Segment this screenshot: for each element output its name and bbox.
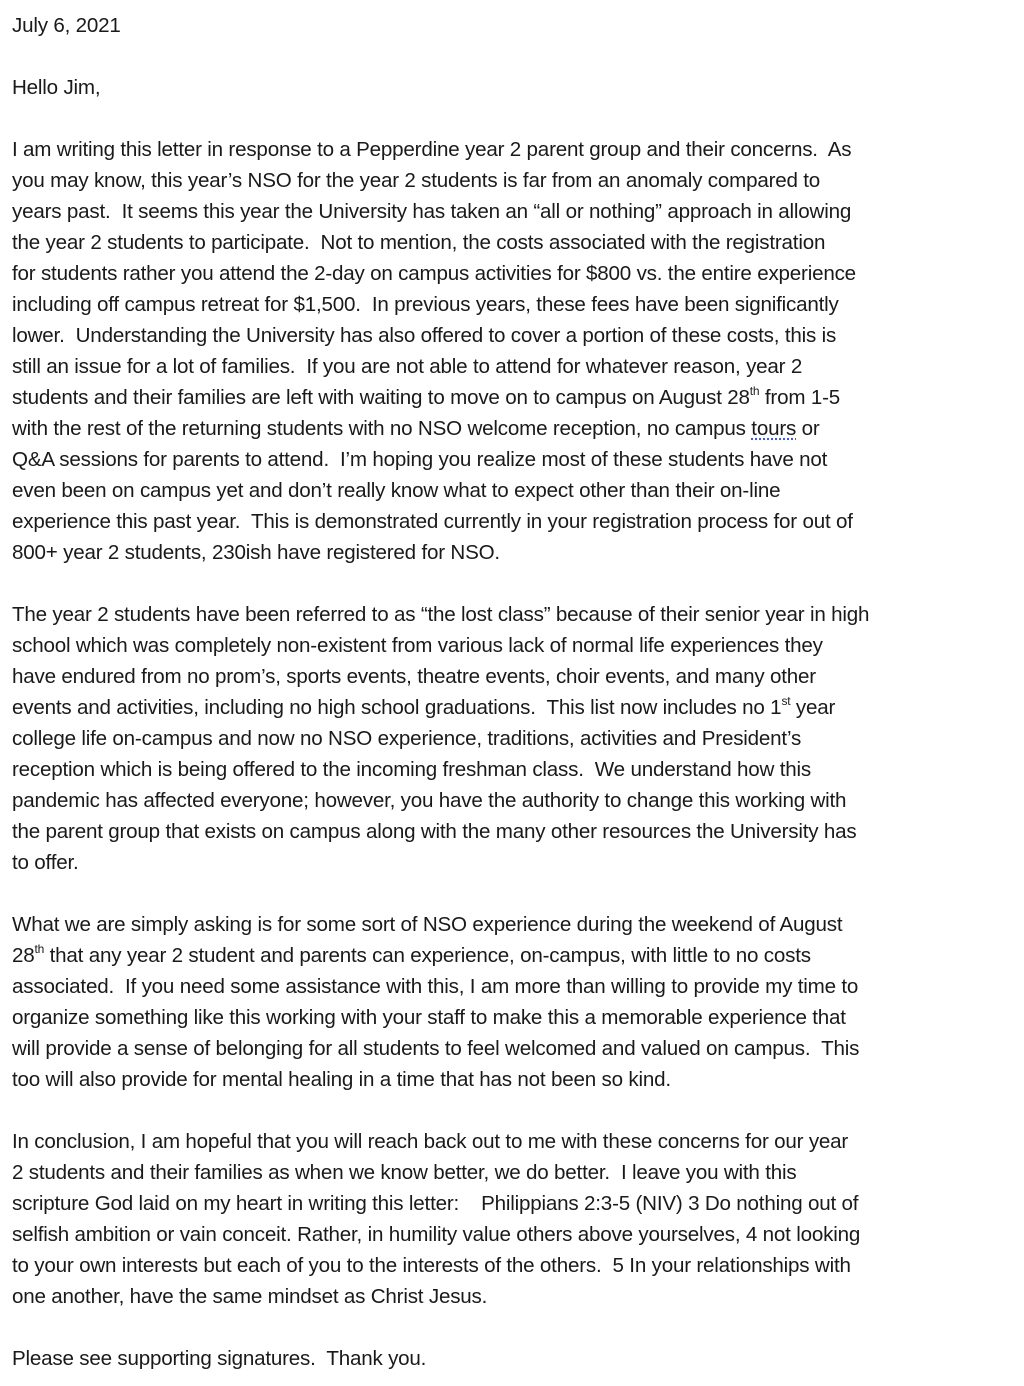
- text-segment: 28: [12, 944, 35, 967]
- paragraph-gap: [12, 1312, 1014, 1343]
- paragraph-3: [12, 909, 1014, 1095]
- text-line: experience this past year. This is demonstrated currently in your registration process for out of: [12, 510, 853, 533]
- text-line: 2 students and their families as when we know better, we do better. I leave you with this: [12, 1161, 797, 1184]
- text-line: [12, 692, 1014, 723]
- paragraph-2: [12, 599, 1014, 878]
- text-line: The year 2 students have been referred to as “the lost class” because of their senior year in high: [12, 603, 870, 626]
- text-line: [12, 413, 1014, 444]
- text-line: associated. If you need some assistance with this, I am more than willing to provide my time to: [12, 975, 859, 998]
- text-line: school which was completely non-existent from various lack of normal life experiences they: [12, 634, 823, 657]
- ordinal-superscript: st: [781, 694, 791, 709]
- text-line: including off campus retreat for $1,500. In previous years, these fees have been significantly: [12, 293, 839, 316]
- letter-date: July 6, 2021: [12, 14, 121, 37]
- text-line: In conclusion, I am hopeful that you will reach back out to me with these concerns for our year: [12, 1130, 849, 1153]
- text-segment: with the rest of the returning students with no NSO welcome reception, no campus: [12, 417, 752, 440]
- text-line: still an issue for a lot of families. If you are not able to attend for whatever reason, year 2: [12, 355, 803, 378]
- text-line: selfish ambition or vain conceit. Rather, in humility value others above yourselves, 4 not looking: [12, 1223, 861, 1246]
- paragraph-gap: [12, 568, 1014, 599]
- text-line: What we are simply asking is for some sort of NSO experience during the weekend of August: [12, 913, 843, 936]
- text-line: to your own interests but each of you to the interests of the others. 5 In your relationships with: [12, 1254, 851, 1277]
- text-line: the parent group that exists on campus along with the many other resources the University has: [12, 820, 857, 843]
- text-line: I am writing this letter in response to a Pepperdine year 2 parent group and their concerns. As: [12, 138, 852, 161]
- paragraph-gap: [12, 41, 1014, 72]
- paragraph-1: [12, 134, 1014, 568]
- paragraph-gap: [12, 878, 1014, 909]
- paragraph-4: [12, 1126, 1014, 1312]
- text-line: reception which is being offered to the incoming freshman class. We understand how this: [12, 758, 811, 781]
- text-segment: from 1-5: [759, 386, 840, 409]
- text-line: too will also provide for mental healing in a time that has not been so kind.: [12, 1068, 671, 1091]
- text-line: will provide a sense of belonging for all students to feel welcomed and valued on campus. This: [12, 1037, 860, 1060]
- text-line: college life on-campus and now no NSO experience, traditions, activities and President’s: [12, 727, 802, 750]
- paragraph-gap: [12, 103, 1014, 134]
- text-line: scripture God laid on my heart in writing this letter: Philippians 2:3-5 (NIV) 3 Do nothing out of: [12, 1192, 859, 1215]
- letter-closing: Please see supporting signatures. Thank you.: [12, 1347, 427, 1370]
- text-segment: students and their families are left with waiting to move on to campus on August 28: [12, 386, 750, 409]
- letter-salutation: Hello Jim,: [12, 76, 101, 99]
- ordinal-superscript: th: [34, 942, 45, 957]
- text-line: [12, 382, 1014, 413]
- text-segment: year: [790, 696, 836, 719]
- text-line: years past. It seems this year the University has taken an “all or nothing” approach in allowing: [12, 200, 852, 223]
- paragraph-gap: [12, 1095, 1014, 1126]
- text-line: the year 2 students to participate. Not to mention, the costs associated with the registration: [12, 231, 826, 254]
- text-line: organize something like this working with your staff to make this a memorable experience that: [12, 1006, 846, 1029]
- text-segment: events and activities, including no high school graduations. This list now includes no 1: [12, 696, 782, 719]
- text-line: even been on campus yet and don’t really know what to expect other than their on-line: [12, 479, 781, 502]
- text-line: lower. Understanding the University has also offered to cover a portion of these costs, this is: [12, 324, 837, 347]
- text-line: Q&A sessions for parents to attend. I’m hoping you realize most of these students have not: [12, 448, 828, 471]
- text-line: one another, have the same mindset as Christ Jesus.: [12, 1285, 488, 1308]
- text-line: for students rather you attend the 2-day on campus activities for $800 vs. the entire experience: [12, 262, 856, 285]
- text-line: 800+ year 2 students, 230ish have registered for NSO.: [12, 541, 500, 564]
- text-line: pandemic has affected everyone; however, you have the authority to change this working with: [12, 789, 847, 812]
- text-segment: that any year 2 student and parents can experience, on-campus, with little to no costs: [44, 944, 811, 967]
- letter-body: [12, 10, 1014, 1374]
- spellcheck-marked-word[interactable]: tours: [751, 417, 797, 440]
- text-line: [12, 940, 1014, 971]
- text-segment: or: [796, 417, 820, 440]
- text-line: to offer.: [12, 851, 79, 874]
- text-line: have endured from no prom’s, sports events, theatre events, choir events, and many other: [12, 665, 816, 688]
- ordinal-superscript: th: [749, 384, 760, 399]
- text-line: you may know, this year’s NSO for the year 2 students is far from an anomaly compared to: [12, 169, 821, 192]
